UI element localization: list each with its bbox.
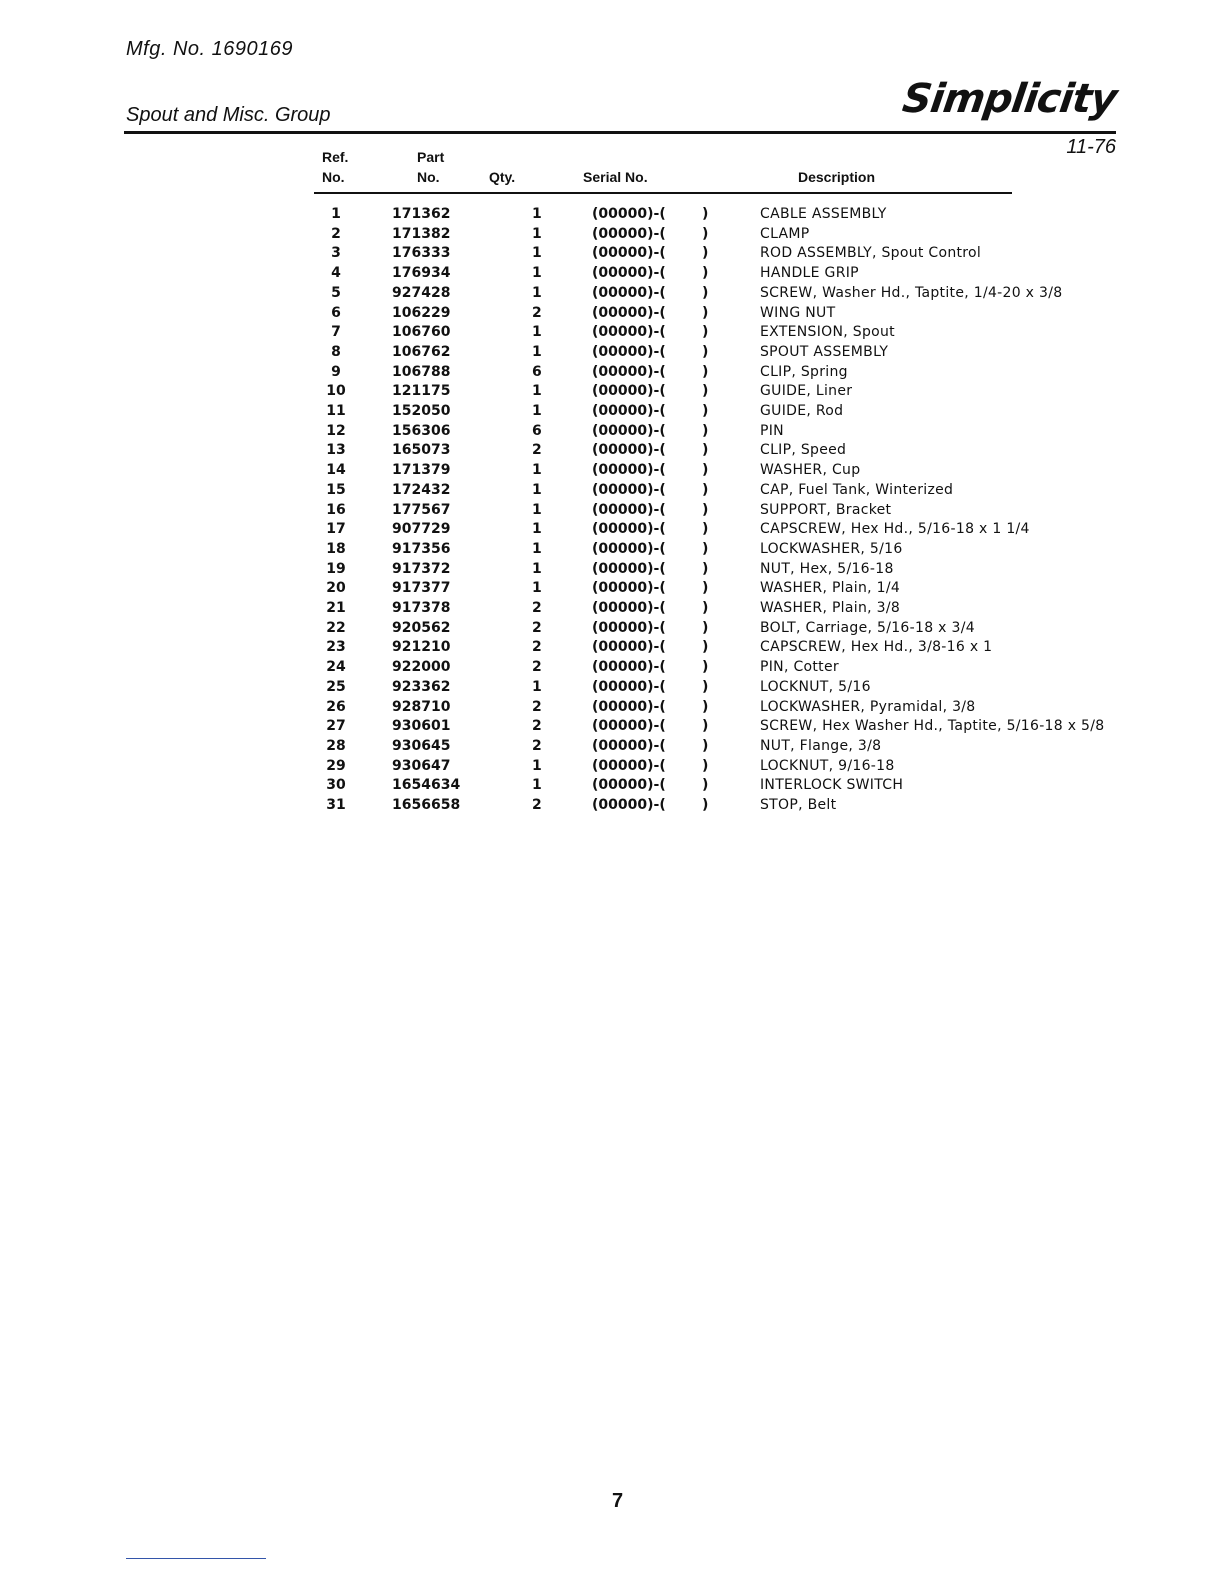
ref-cell: 22 — [326, 619, 346, 636]
table-row — [310, 481, 1110, 501]
qty-cell: 1 — [532, 245, 542, 262]
table-row — [310, 501, 1110, 521]
table-row — [310, 323, 1110, 343]
description-cell: ROD ASSEMBLY, Spout Control — [760, 245, 982, 262]
part-number-cell: 921210 — [392, 639, 451, 656]
serial-end-cell: ) — [702, 265, 709, 282]
serial-cell: (00000)-( — [592, 659, 666, 676]
table-row — [310, 264, 1110, 284]
description-cell: CAP, Fuel Tank, Winterized — [760, 481, 954, 498]
serial-cell: (00000)-( — [592, 304, 666, 321]
table-row — [310, 402, 1110, 422]
serial-cell: (00000)-( — [592, 324, 666, 341]
serial-end-cell: ) — [702, 521, 709, 538]
serial-end-cell: ) — [702, 383, 709, 400]
description-cell: SCREW, Washer Hd., Taptite, 1/4-20 x 3/8 — [760, 284, 1063, 301]
qty-cell: 1 — [532, 265, 542, 282]
qty-cell: 2 — [532, 797, 542, 814]
ref-cell: 28 — [326, 737, 346, 754]
part-number-cell: 152050 — [392, 403, 451, 420]
serial-end-cell: ) — [702, 501, 709, 518]
qty-cell: 2 — [532, 304, 542, 321]
serial-end-cell: ) — [702, 284, 709, 301]
serial-cell: (00000)-( — [592, 462, 666, 479]
ref-cell: 17 — [326, 521, 346, 538]
serial-end-cell: ) — [702, 678, 709, 695]
serial-cell: (00000)-( — [592, 718, 666, 735]
table-row — [310, 422, 1110, 442]
description-cell: LOCKWASHER, 5/16 — [760, 540, 903, 557]
qty-cell: 1 — [532, 678, 542, 695]
header-rule — [124, 131, 1116, 134]
ref-cell: 19 — [326, 560, 346, 577]
part-number-cell: 1656658 — [392, 797, 461, 814]
serial-cell: (00000)-( — [592, 560, 666, 577]
serial-end-cell: ) — [702, 343, 709, 360]
ref-cell: 4 — [331, 265, 341, 282]
ref-cell: 5 — [331, 284, 341, 301]
description-cell: CLIP, Spring — [760, 363, 848, 380]
serial-cell: (00000)-( — [592, 540, 666, 557]
description-cell: PIN — [760, 422, 784, 439]
description-cell: GUIDE, Rod — [760, 403, 844, 420]
part-number-cell: 106788 — [392, 363, 451, 380]
qty-cell: 1 — [532, 383, 542, 400]
description-cell: SCREW, Hex Washer Hd., Taptite, 5/16-18 x 5/8 — [760, 718, 1105, 735]
table-row — [310, 796, 1110, 816]
serial-end-cell: ) — [702, 737, 709, 754]
ref-cell: 16 — [326, 501, 346, 518]
qty-cell: 6 — [532, 363, 542, 380]
description-cell: CAPSCREW, Hex Hd., 3/8-16 x 1 — [760, 639, 993, 656]
ref-cell: 2 — [331, 225, 341, 242]
table-row — [310, 599, 1110, 619]
serial-end-cell: ) — [702, 363, 709, 380]
description-cell: CABLE ASSEMBLY — [760, 206, 887, 222]
ref-cell: 6 — [331, 304, 341, 321]
description-cell: CLAMP — [760, 225, 810, 242]
table-row — [310, 638, 1110, 658]
qty-cell: 1 — [532, 462, 542, 479]
table-row — [310, 363, 1110, 383]
serial-end-cell: ) — [702, 540, 709, 557]
qty-cell: 1 — [532, 501, 542, 518]
qty-cell: 1 — [532, 225, 542, 242]
ref-cell: 11 — [326, 403, 346, 420]
part-number-cell: 907729 — [392, 521, 451, 538]
serial-cell: (00000)-( — [592, 422, 666, 439]
serial-cell: (00000)-( — [592, 737, 666, 754]
table-row — [310, 244, 1110, 264]
part-number-cell: 920562 — [392, 619, 451, 636]
ref-cell: 9 — [331, 363, 341, 380]
table-row — [310, 579, 1110, 599]
part-number-cell: 121175 — [392, 383, 451, 400]
part-number-cell: 165073 — [392, 442, 451, 459]
table-row — [310, 461, 1110, 481]
part-number-cell: 927428 — [392, 284, 451, 301]
serial-end-cell: ) — [702, 324, 709, 341]
qty-cell: 2 — [532, 639, 542, 656]
serial-cell: (00000)-( — [592, 481, 666, 498]
col-header-ref-line1: Ref. — [322, 149, 349, 165]
description-cell: BOLT, Carriage, 5/16-18 x 3/4 — [760, 619, 975, 636]
table-row — [310, 619, 1110, 639]
serial-end-cell: ) — [702, 698, 709, 715]
serial-cell: (00000)-( — [592, 225, 666, 242]
parts-table — [310, 205, 1110, 816]
description-cell: PIN, Cotter — [760, 659, 839, 676]
serial-end-cell: ) — [702, 757, 709, 774]
serial-cell: (00000)-( — [592, 777, 666, 794]
table-row — [310, 441, 1110, 461]
qty-cell: 2 — [532, 619, 542, 636]
serial-cell: (00000)-( — [592, 383, 666, 400]
description-cell: HANDLE GRIP — [760, 265, 859, 282]
col-header-ref — [322, 147, 348, 187]
part-number-cell: 1654634 — [392, 777, 461, 794]
serial-cell: (00000)-( — [592, 442, 666, 459]
serial-end-cell: ) — [702, 403, 709, 420]
ref-cell: 14 — [326, 462, 346, 479]
qty-cell: 2 — [532, 659, 542, 676]
footer-rule — [126, 1558, 266, 1559]
part-number-cell: 176934 — [392, 265, 451, 282]
part-number-cell: 177567 — [392, 501, 451, 518]
part-number-cell: 922000 — [392, 659, 451, 676]
qty-cell: 1 — [532, 324, 542, 341]
serial-end-cell: ) — [702, 659, 709, 676]
ref-cell: 26 — [326, 698, 346, 715]
part-number-cell: 917356 — [392, 540, 451, 557]
table-row — [310, 382, 1110, 402]
qty-cell: 1 — [532, 206, 542, 222]
qty-cell: 1 — [532, 521, 542, 538]
serial-end-cell: ) — [702, 225, 709, 242]
col-header-description: Description — [798, 169, 876, 185]
table-row — [310, 560, 1110, 580]
page-number: 7 — [612, 1490, 624, 1512]
ref-cell: 18 — [326, 540, 346, 557]
qty-cell: 1 — [532, 757, 542, 774]
table-row — [310, 225, 1110, 245]
table-row — [310, 540, 1110, 560]
ref-cell: 7 — [331, 324, 341, 341]
part-number-cell: 172432 — [392, 481, 451, 498]
col-header-part-line2: No. — [417, 169, 440, 185]
col-header-part — [417, 147, 444, 187]
table-row — [310, 205, 1110, 225]
serial-cell: (00000)-( — [592, 284, 666, 301]
ref-cell: 31 — [326, 797, 346, 814]
table-row — [310, 658, 1110, 678]
qty-cell: 1 — [532, 540, 542, 557]
ref-cell: 27 — [326, 718, 346, 735]
revision-date: 11-76 — [1066, 136, 1116, 158]
description-cell: WING NUT — [760, 304, 836, 321]
qty-cell: 1 — [532, 777, 542, 794]
description-cell: SPOUT ASSEMBLY — [760, 343, 889, 360]
qty-cell: 2 — [532, 698, 542, 715]
part-number-cell: 917372 — [392, 560, 451, 577]
description-cell: EXTENSION, Spout — [760, 324, 895, 341]
ref-cell: 29 — [326, 757, 346, 774]
serial-cell: (00000)-( — [592, 501, 666, 518]
serial-cell: (00000)-( — [592, 206, 666, 222]
table-row — [310, 737, 1110, 757]
qty-cell: 2 — [532, 442, 542, 459]
serial-cell: (00000)-( — [592, 678, 666, 695]
part-number-cell: 171382 — [392, 225, 451, 242]
qty-cell: 1 — [532, 481, 542, 498]
serial-cell: (00000)-( — [592, 580, 666, 597]
description-cell: STOP, Belt — [760, 797, 837, 814]
qty-cell: 1 — [532, 403, 542, 420]
serial-end-cell: ) — [702, 422, 709, 439]
description-cell: WASHER, Cup — [760, 462, 861, 479]
part-number-cell: 176333 — [392, 245, 451, 262]
col-header-qty: Qty. — [489, 169, 516, 185]
serial-end-cell: ) — [702, 206, 709, 222]
part-number-cell: 106229 — [392, 304, 451, 321]
part-number-cell: 928710 — [392, 698, 451, 715]
table-row — [310, 678, 1110, 698]
part-number-cell: 930601 — [392, 718, 451, 735]
mfg-number: Mfg. No. 1690169 — [126, 38, 293, 60]
part-number-cell: 156306 — [392, 422, 451, 439]
part-number-cell: 106762 — [392, 343, 451, 360]
table-row — [310, 717, 1110, 737]
description-cell: NUT, Hex, 5/16-18 — [760, 560, 894, 577]
serial-end-cell: ) — [702, 777, 709, 794]
column-header-rule — [314, 192, 1012, 194]
ref-cell: 21 — [326, 600, 346, 617]
description-cell: LOCKNUT, 5/16 — [760, 678, 871, 695]
ref-cell: 12 — [326, 422, 346, 439]
part-number-cell: 106760 — [392, 324, 451, 341]
qty-cell: 6 — [532, 422, 542, 439]
serial-end-cell: ) — [702, 442, 709, 459]
table-row — [310, 520, 1110, 540]
part-number-cell: 917378 — [392, 600, 451, 617]
serial-end-cell: ) — [702, 481, 709, 498]
description-cell: CAPSCREW, Hex Hd., 5/16-18 x 1 1/4 — [760, 521, 1030, 538]
parts-table-body — [310, 205, 1110, 816]
serial-end-cell: ) — [702, 462, 709, 479]
serial-cell: (00000)-( — [592, 639, 666, 656]
description-cell: CLIP, Speed — [760, 442, 847, 459]
table-row — [310, 343, 1110, 363]
ref-cell: 8 — [331, 343, 341, 360]
ref-cell: 10 — [326, 383, 346, 400]
serial-cell: (00000)-( — [592, 521, 666, 538]
part-number-cell: 930645 — [392, 737, 451, 754]
part-number-cell: 171362 — [392, 206, 451, 222]
serial-end-cell: ) — [702, 580, 709, 597]
qty-cell: 1 — [532, 343, 542, 360]
serial-end-cell: ) — [702, 639, 709, 656]
qty-cell: 2 — [532, 718, 542, 735]
description-cell: LOCKWASHER, Pyramidal, 3/8 — [760, 698, 976, 715]
qty-cell: 1 — [532, 284, 542, 301]
ref-cell: 15 — [326, 481, 346, 498]
serial-end-cell: ) — [702, 797, 709, 814]
description-cell: GUIDE, Liner — [760, 383, 853, 400]
brand-logo: Simplicity — [899, 76, 1120, 122]
serial-cell: (00000)-( — [592, 343, 666, 360]
qty-cell: 1 — [532, 580, 542, 597]
serial-end-cell: ) — [702, 619, 709, 636]
table-row — [310, 698, 1110, 718]
serial-end-cell: ) — [702, 245, 709, 262]
serial-end-cell: ) — [702, 304, 709, 321]
serial-cell: (00000)-( — [592, 245, 666, 262]
col-header-part-line1: Part — [417, 149, 445, 165]
col-header-ref-line2: No. — [322, 169, 345, 185]
description-cell: LOCKNUT, 9/16-18 — [760, 757, 895, 774]
serial-cell: (00000)-( — [592, 600, 666, 617]
ref-cell: 30 — [326, 777, 346, 794]
serial-cell: (00000)-( — [592, 698, 666, 715]
part-number-cell: 930647 — [392, 757, 451, 774]
ref-cell: 20 — [326, 580, 346, 597]
serial-cell: (00000)-( — [592, 363, 666, 380]
qty-cell: 2 — [532, 600, 542, 617]
serial-end-cell: ) — [702, 560, 709, 577]
description-cell: SUPPORT, Bracket — [760, 501, 892, 518]
ref-cell: 24 — [326, 659, 346, 676]
serial-cell: (00000)-( — [592, 757, 666, 774]
serial-cell: (00000)-( — [592, 619, 666, 636]
table-row — [310, 776, 1110, 796]
ref-cell: 23 — [326, 639, 346, 656]
ref-cell: 3 — [331, 245, 341, 262]
part-number-cell: 917377 — [392, 580, 451, 597]
part-number-cell: 171379 — [392, 462, 451, 479]
ref-cell: 25 — [326, 678, 346, 695]
description-cell: INTERLOCK SWITCH — [760, 777, 904, 794]
serial-cell: (00000)-( — [592, 265, 666, 282]
col-header-serial: Serial No. — [583, 169, 648, 185]
serial-end-cell: ) — [702, 600, 709, 617]
ref-cell: 13 — [326, 442, 346, 459]
part-number-cell: 923362 — [392, 678, 451, 695]
description-cell: WASHER, Plain, 1/4 — [760, 580, 901, 597]
table-row — [310, 304, 1110, 324]
table-row — [310, 284, 1110, 304]
qty-cell: 2 — [532, 737, 542, 754]
description-cell: WASHER, Plain, 3/8 — [760, 600, 901, 617]
group-title: Spout and Misc. Group — [126, 104, 331, 126]
serial-cell: (00000)-( — [592, 403, 666, 420]
table-row — [310, 757, 1110, 777]
description-cell: NUT, Flange, 3/8 — [760, 737, 882, 754]
ref-cell: 1 — [331, 206, 341, 222]
serial-cell: (00000)-( — [592, 797, 666, 814]
qty-cell: 1 — [532, 560, 542, 577]
serial-end-cell: ) — [702, 718, 709, 735]
